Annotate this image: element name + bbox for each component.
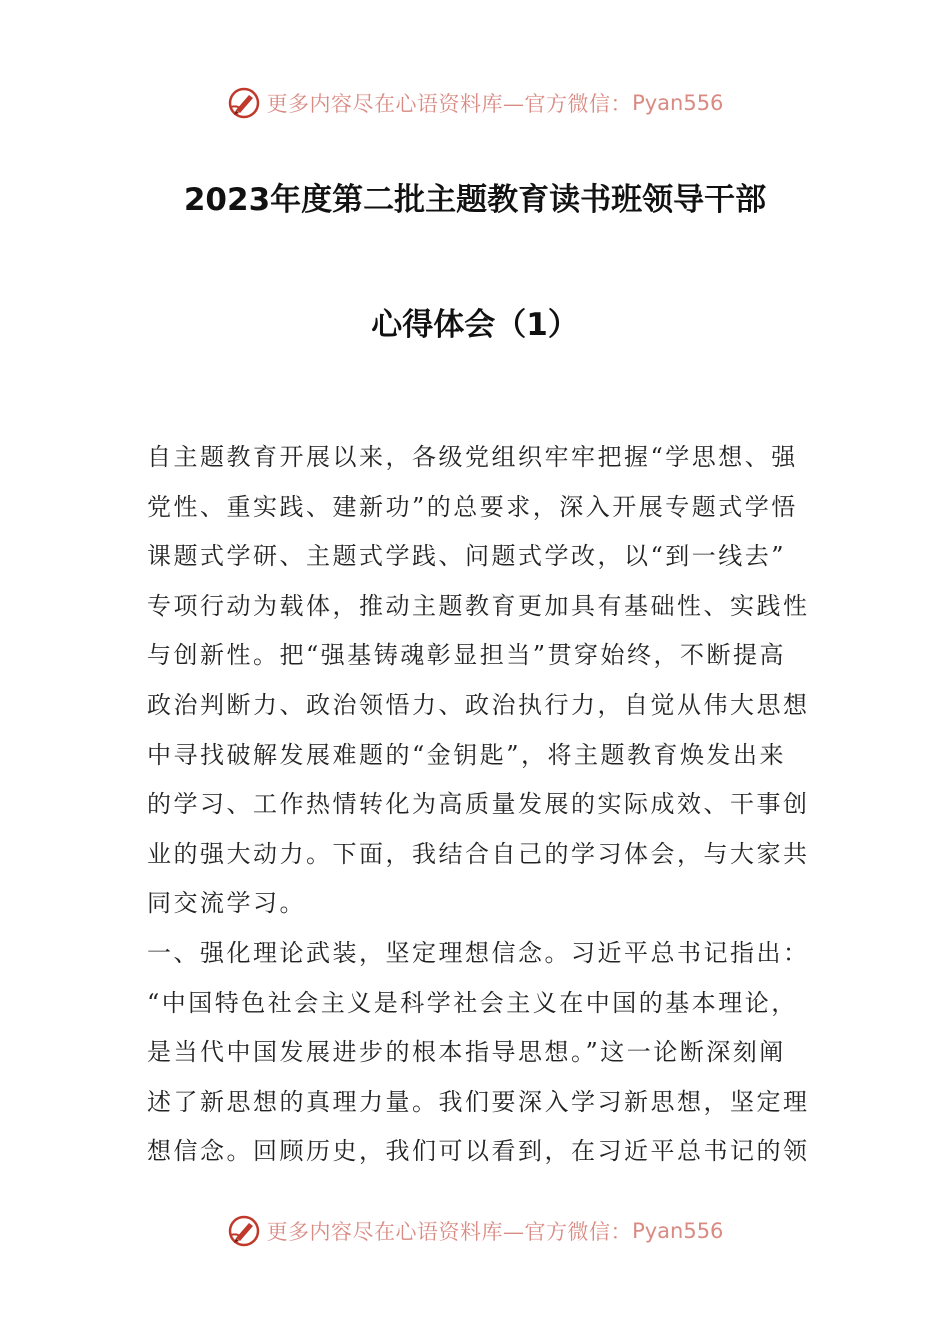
body-line: 政治判断力、政治领悟力、政治执行力，自觉从伟大思想: [147, 690, 810, 719]
document-title-line-1: 2023年度第二批主题教育读书班领导干部: [183, 182, 767, 218]
watermark-text: 更多内容尽在心语资料库—官方微信：: [266, 92, 633, 116]
section-heading-line: 一、强化理论武装，坚定理想信念。习近平总书记指出：: [147, 938, 810, 967]
body-line: 同交流学习。: [147, 889, 306, 918]
body-line: 中寻找破解发展难题的“金钥匙”，将主题教育焕发出来: [147, 740, 787, 769]
header-watermark: [0, 83, 950, 123]
watermark-text: 更多内容尽在心语资料库—官方微信：: [266, 1220, 633, 1244]
body-line: 业的强大动力。下面，我结合自己的学习体会，与大家共: [147, 839, 810, 868]
body-line: 专项行动为载体，推动主题教育更加具有基础性、实践性: [147, 591, 810, 620]
body-line: 想信念。回顾历史，我们可以看到，在习近平总书记的领: [147, 1137, 810, 1166]
body-line: 党性、重实践、建新功”的总要求，深入开展专题式学悟: [147, 492, 798, 521]
body-line: 自主题教育开展以来，各级党组织牢牢把握“学思想、强: [147, 443, 798, 471]
body-line: 述了新思想的真理力量。我们要深入学习新思想，坚定理: [147, 1087, 810, 1116]
pen-logo-icon: [227, 86, 261, 120]
body-line: “中国特色社会主义是科学社会主义在中国的基本理论，: [147, 988, 798, 1017]
body-line: 与创新性。把“强基铸魂彰显担当”贯穿始终，不断提高: [147, 641, 787, 670]
watermark-wechat-id: Pyan556: [632, 1219, 724, 1243]
document-title-line-2: 心得体会（1）: [371, 307, 579, 343]
document-body: [147, 433, 810, 1177]
watermark-wechat-id: Pyan556: [632, 91, 724, 115]
body-line: 的学习、工作热情转化为高质量发展的实际成效、干事创: [147, 790, 810, 819]
pen-logo-icon: [227, 1214, 261, 1248]
body-line: 课题式学研、主题式学践、问题式学改，以“到一线去”: [147, 542, 787, 571]
footer-watermark: [0, 1211, 950, 1251]
body-line: 是当代中国发展进步的根本指导思想。”这一论断深刻阐: [147, 1038, 786, 1067]
